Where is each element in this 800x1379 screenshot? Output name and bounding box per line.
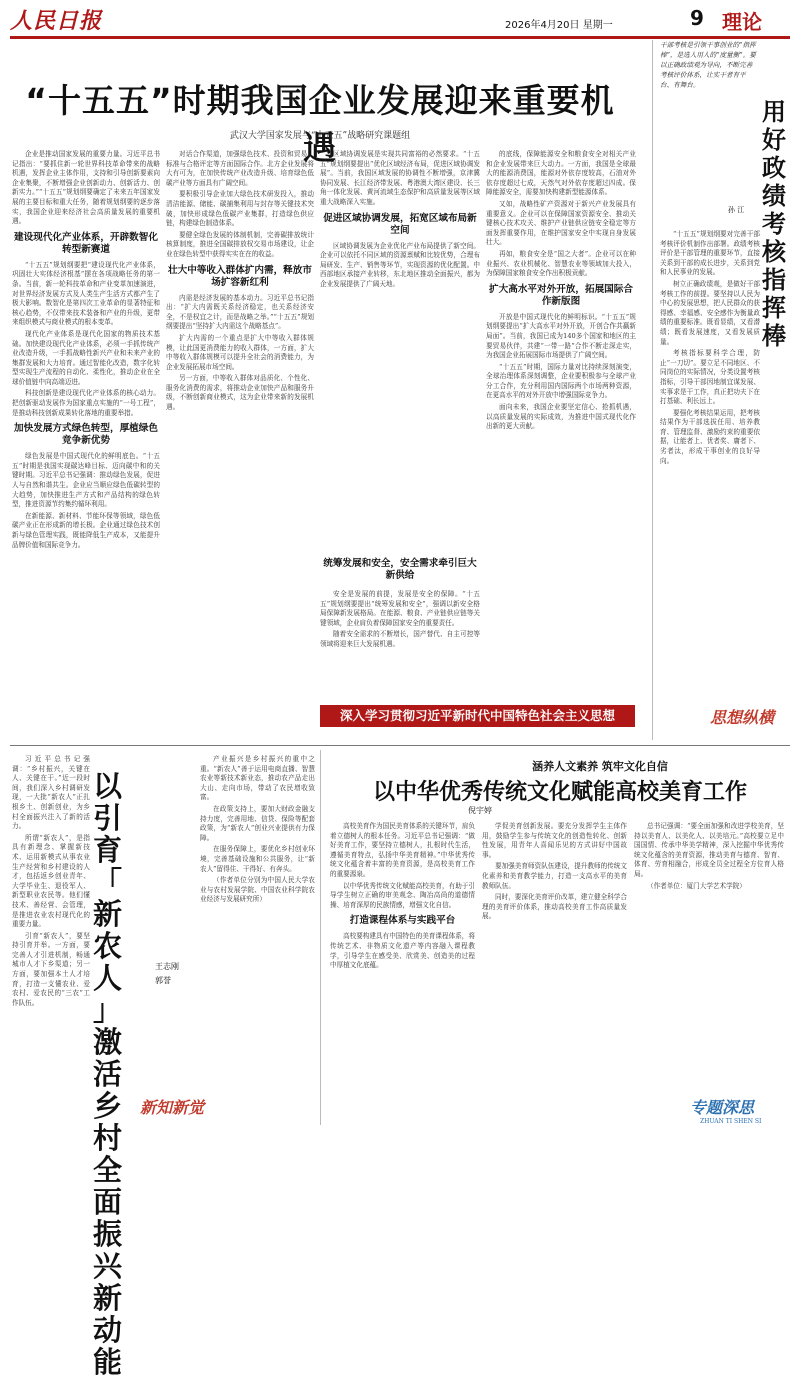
- paragraph: 对话合作渠道，加强绿色技术、投资和贸易、标准与合格评定等方面国际合作。北方企业发展将大有可为，在加快传统产业改造升级、培育绿色低碳产业等方面具有广阔空间。: [166, 150, 314, 187]
- paragraph: 高校美育作为国民美育体系的关键环节，肩负着立德树人的根本任务。习近平总书记强调：“做好美育工作，要坚持立德树人，扎根时代生活，遵循美育特点，弘扬中华美育精神。”中华优秀传统文化蕴含着丰富的美育资源，是高校美育工作的重要源泉。: [330, 822, 475, 878]
- bottom-subhead: 涵养人文素养 筑牢文化自信: [532, 760, 668, 773]
- paragraph: （作者单位分别为中国人民大学农业与农村发展学院、中国农业科学院农业经济与发展研究所）: [200, 876, 315, 904]
- column-divider: [320, 750, 321, 1125]
- paragraph: 区域协调发展是实现共同富裕的必然要求。“十五五”规划纲要提出“优化区域经济布局，促进区域协调发展”。当前，我国区域发展的协调性不断增强，京津冀协同发展、长江经济带发展、粤港澳大湾区建设、长三角一体化发展、黄河流域生态保护和高质量发展等区域重大战略深入实施。: [320, 150, 480, 206]
- page-number: 9: [690, 6, 704, 30]
- bottom-column-2: [200, 755, 315, 1085]
- paragraph: 同时，要深化美育评价改革，建立健全科学合理的美育评价体系，推动高校美育工作高质量发展。: [482, 893, 627, 921]
- paragraph: 考核指标要科学合理，防止“一刀切”。要立足不同地区、不同岗位的实际情况，分类设置考核指标，引导干部因地制宜谋发展、实事求是干工作，真正把功夫下在打基础、利长远上。: [660, 349, 760, 406]
- paragraph: 要加强美育师资队伍建设，提升教师的传统文化素养和美育教学能力，打造一支高水平的美育教师队伍。: [482, 862, 627, 890]
- bottom-headline: 以中华优秀传统文化赋能高校美育工作: [372, 779, 747, 805]
- subheading: 促进区域协调发展，拓宽区域布局新空间: [323, 212, 477, 236]
- paragraph: 随着安全需求的不断增长，国产替代、自主可控等领域将迎来巨大发展机遇。: [320, 630, 480, 648]
- xinzhijue-logo: 新知新觉: [140, 1098, 205, 1117]
- paragraph: 内需是经济发展的基本动力。习近平总书记指出：“扩大内需既关系经济稳定，也关系经济安全，不是权宜之计，而是战略之举。”“十五五”规划纲要提出“坚持扩大内需这个战略基点”。: [166, 293, 314, 331]
- paragraph: 总书记强调：“要全面加强和改进学校美育，坚持以美育人、以美化人、以美培元。”高校要立足中国国情、传承中华美学精神，深入挖掘中华优秀传统文化蕴含的美育资源，推动美育与德育、智育、体育、劳育相融合，形成全员全过程全方位育人格局。: [634, 822, 784, 878]
- zhuanti-en: ZHUAN TI SHEN SI: [700, 1118, 762, 1125]
- subheading: 壮大中等收入群体扩内需，释放市场扩容新红利: [168, 264, 312, 288]
- section-divider: [10, 745, 790, 746]
- paragraph: （作者单位：厦门大学艺术学院）: [647, 881, 746, 890]
- subheading: 加快发展方式绿色转型，厚植绿色竞争新优势: [14, 423, 158, 447]
- paragraph: 以中华优秀传统文化赋能高校美育，有助于引导学生树立正确的审美观念、陶冶高尚的道德情操、培育深厚的民族情感，增强文化自信。: [330, 881, 475, 909]
- paragraph: 在政策支持上，要加大财政金融支持力度，完善用地、信贷、保险等配套政策，为“新农人”创业兴业提供有力保障。: [200, 804, 315, 842]
- paragraph: 扩大内需的一个重点是扩大中等收入群体规模，让此国更消费能力的收入群体，一方面，扩大中等收入群体规模可以提升全社会的消费能力，为企业发展拓展市场空间。: [166, 333, 314, 371]
- paragraph: 高校要构建具有中国特色的美育课程体系，将传统艺术、非物质文化遗产等内容融入课程教学，引导学生在感受美、欣赏美、创造美的过程中厚植文化底蕴。: [330, 932, 475, 970]
- issue-date: 2026年4月20日 星期一: [505, 20, 613, 31]
- bottom-authors: 王志刚 郭誉: [155, 962, 179, 985]
- commentary-author: 孙 江: [728, 206, 745, 214]
- main-headline: “十五五”时期我国企业发展迎来重要机遇: [25, 81, 615, 167]
- subheading: 建设现代化产业体系，开辟数智化转型新赛道: [14, 231, 158, 255]
- bottom-headline-vertical: 以引育「新农人」激活乡村全面振兴新动能: [93, 769, 123, 1379]
- commentary-lead: 干部考核是引领干事创业的“指挥棒”，是选人用人的“度量衡”。要以正确政绩观为导向，不断完善考核评价体系，让实干者有平台、有舞台。: [660, 41, 756, 89]
- zhuanti-logo: 专题深思: [690, 1098, 755, 1117]
- paragraph: 开放是中国式现代化的鲜明标识。“十五五”规划纲要提出“扩大高水平对外开放，开创合作共赢新局面”。当前，我国已成为140多个国家和地区的主要贸易伙伴，共建“一带一路”合作不断走深走实，为我国企业拓展国际市场提供了广阔空间。: [486, 312, 636, 360]
- bottom-column-1: [12, 755, 90, 1125]
- paragraph: 面向未来，我国企业要坚定信心、抢抓机遇，以高质量发展的实际成效，为推进中国式现代化作出新的更大贡献。: [486, 403, 636, 431]
- paragraph: 习近平总书记强调：“乡村振兴，关键在人、关键在干。”近一段时间，我们深入乡村调研发现，一大批“新农人”正扎根乡土、创新创业，为乡村全面振兴注入了新的活力。: [12, 755, 90, 831]
- paragraph: 产业振兴是乡村振兴的重中之重。“新农人”善于运用电商直播、智慧农业等新技术新业态，推动农产品走出大山、走向市场，带动了农民增收致富。: [200, 755, 315, 802]
- paragraph: 树立正确政绩观，是做好干部考核工作的前提。要坚持以人民为中心的发展思想，把人民群众的获得感、幸福感、安全感作为衡量政绩的重要标准。既看显绩，又看潜绩；既看发展速度，又看发展质量。: [660, 279, 760, 346]
- paragraph: 现代化产业体系是现代化国家的物质技术基础。加快建设现代化产业体系，必须一手抓传统产业改造升级，一手抓战略性新兴产业和未来产业的集群发展和大力培育。通过智能化改造，数字化转型实现生产流程的自动化、柔性化，推动企业在全球价值链中向高端迈进。: [12, 329, 160, 386]
- article-column-3: [320, 150, 480, 555]
- paragraph: 科技创新是建设现代化产业体系的核心动力。把创新驱动发展作为国家重点实施的“一号工程”，是推动科技创新成果转化落地的重要举措。: [12, 389, 160, 417]
- bottom-column-5: [634, 822, 784, 1082]
- paragraph: “十五五”规划纲要对完善干部考核评价机制作出部署。政绩考核评价是干部管理的重要环节，直接关系到干部的成长进步，关系到党和人民事业的发展。: [660, 230, 760, 277]
- subheading: 打造课程体系与实践平台: [349, 915, 456, 927]
- paragraph: 所谓“新农人”，是指具有新理念、掌握新技术、运用新模式从事农业生产经营和乡村建设的人才，包括返乡创业青年、大学毕业生、退役军人、新型职业农民等。他们懂技术、善经营、会管理，是推进农业农村现代化的重要力量。: [12, 833, 90, 929]
- bottom-column-3: [330, 822, 475, 1122]
- main-byline: 武汉大学国家发展与“十五五”战略研究课题组: [229, 131, 411, 141]
- article-column-3b: [320, 590, 480, 700]
- theme-banner: 深入学习贯彻习近平新时代中国特色社会主义思想: [320, 705, 635, 727]
- commentary-headline: 用好政绩考核指挥棒: [762, 97, 786, 350]
- paragraph: 绿色发展是中国式现代化的鲜明底色。“十五五”时期是我国实现碳达峰目标、迈向碳中和的关键时期。习近平总书记强调：推动绿色发展，促进人与自然和谐共生。企业应当顺应绿色低碳转型的大趋势，加快推进生产方式和产品结构的绿色转型，推进资源节约集约循环利用。: [12, 452, 160, 509]
- paragraph: 在新能源、新材料、节能环保等领域，绿色低碳产业正在形成新的增长极。企业通过绿色技术创新与绿色管理实践，既能降低生产成本，又能提升品牌价值和国际竞争力。: [12, 511, 160, 549]
- newspaper-logo: 人民日报: [10, 8, 103, 34]
- article-column-4: [486, 150, 636, 700]
- paragraph: 要强化考核结果运用，把考核结果作为干部选拔任用、培养教育、管理监督、激励约束的重要依据，让能者上、优者奖、庸者下、劣者汰，形成干事创业的良好导向。: [660, 408, 760, 465]
- paragraph: “十五五”规划纲要把“建设现代化产业体系，巩固壮大实体经济根基”摆在各项战略任务的第一条。当前，新一轮科技革命和产业变革加速演进，对世界经济发展方式及人类生产生活方式都产生了极大影响。数智化是第四次工业革命的显著特征和核心趋势，不仅带来技术装备和产业的升级，更带来组织模式与商业模式的根本变革。: [12, 260, 160, 327]
- subheading: 扩大高水平对外开放，拓展国际合作新版图: [489, 283, 633, 307]
- bottom-author: 倪宇婷: [468, 806, 492, 815]
- paragraph: 区域协调发展为企业优化产业布局提供了新空间。企业可以依托不同区域的资源禀赋和比较优势，合理布局研发、生产、销售等环节，实现资源的优化配置。中西部地区承接产业转移，东北地区推动全面振兴，都为企业发展提供了广阔天地。: [320, 241, 480, 288]
- paragraph: 学促美育创新发展。要充分发挥学生主体作用，鼓励学生参与传统文化的创造性转化、创新性发展，用青年人喜闻乐见的方式讲好中国故事。: [482, 822, 627, 859]
- article-column-2: [166, 150, 314, 695]
- column-divider: [652, 40, 653, 740]
- sixiang-logo: 思想纵横: [710, 708, 775, 727]
- paragraph: 的底线，保障能源安全和粮食安全对相关产业和企业发展带来巨大动力。一方面，我国是全球最大的能源消费国，能源对外依存度较高，石油对外依存度超过七成，天然气对外依存度超过四成。保障能源安全，需要加快构建新型能源体系。: [486, 150, 636, 197]
- paragraph: 在服务保障上，要优化乡村创业环境，完善基础设施和公共服务，让“新农人”留得住、干得好、有奔头。: [200, 845, 315, 873]
- paragraph: 另一方面，中等收入群体对品质化、个性化、服务化消费的需求，将推动企业加快产品和服务升级，不断创新商业模式，这为企业带来新的发展机遇。: [166, 374, 314, 412]
- commentary-body: [660, 230, 760, 690]
- paragraph: 安全是发展的前提，发展是安全的保障。“十五五”规划纲要提出“统筹发展和安全”，强调以新安全格局保障新发展格局。在能源、粮食、产业链供应链等关键领域，企业肩负着保障国家安全的重要责任。: [320, 590, 480, 627]
- subheading: 统筹发展和安全，安全需求牵引巨大新供给: [323, 558, 477, 581]
- paragraph: 引育“新农人”，要坚持引育并举。一方面，要完善人才引进机制，畅通城市人才下乡渠道；另一方面，要加强本土人才培育，打造一支懂农业、爱农村、爱农民的“三农”工作队伍。: [12, 931, 90, 1007]
- article-column-1: [12, 150, 160, 695]
- paragraph: 要健全绿色发展的体制机制，完善碳排放统计核算制度，推进全国碳排放权交易市场建设，让企业在绿色转型中获得实实在在的收益。: [166, 230, 314, 258]
- paragraph: 要积极引导企业加大绿色技术研发投入，推动清洁能源、储能、碳捕集利用与封存等关键技术突破，加快形成绿色低碳产业集群，打造绿色供应链，构建绿色制造体系。: [166, 190, 314, 228]
- paragraph: “十五五”时期，国际力量对比持续深刻演变，全球治理体系深刻调整，企业要积极参与全球产业分工合作，充分利用国内国际两个市场两种资源，在更高水平的对外开放中增强国际竞争力。: [486, 362, 636, 400]
- paragraph: 企业是推动国家发展的重要力量。习近平总书记指出：“要抓住新一轮世界科技革命带来的战略机遇，发挥企业主体作用，支持和引导创新要素向企业集聚，不断增强企业创新动力、创新活力、创新实力。”“十五五”规划纲要确定了未来五年国家发展的主要目标和重大任务，随着规划纲要的逐步落实，我国企业迎来经济社会高质量发展的重要机遇。: [12, 150, 160, 226]
- paragraph: 又如，战略性矿产资源对于新兴产业发展具有重要意义。企业可以在保障国家资源安全、推动关键核心技术攻关、维护产业链供应链安全稳定等方面发挥重要作用，在维护国家安全中实现自身发展壮大。: [486, 199, 636, 247]
- section-title: 理论: [722, 10, 762, 34]
- bottom-column-4: [482, 822, 627, 1122]
- paragraph: 再如，粮食安全是“国之大者”。企业可以在种业振兴、农业机械化、智慧农业等领域加大投入，为保障国家粮食安全作出积极贡献。: [486, 249, 636, 278]
- masthead: [10, 4, 790, 39]
